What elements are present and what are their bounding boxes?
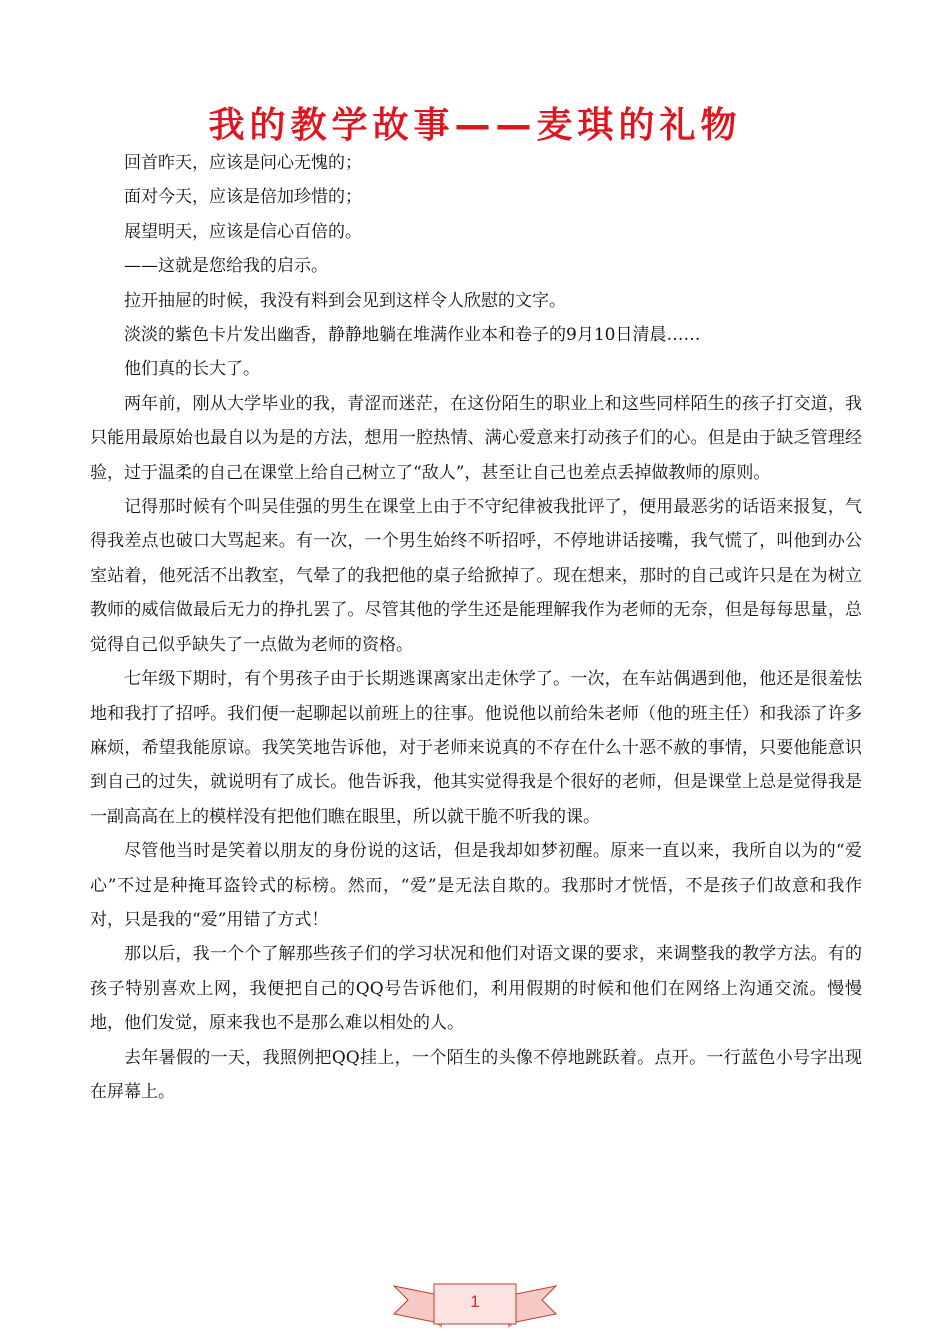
paragraph: 两年前，刚从大学毕业的我，青涩而迷茫，在这份陌生的职业上和这些同样陌生的孩子打交道，我只能用最原始也最自以为是的方法，想用一腔热情、满心爱意来打动孩子们的心。但是由于缺乏管理经验，过于温柔的自己在课堂上给自己树立了“敌人”，甚至让自己也差点丢掉做教师的原则。: [90, 393, 862, 483]
page-number: 1: [470, 1292, 480, 1311]
paragraph: 那以后，我一个个了解那些孩子们的学习状况和他们对语文课的要求，来调整我的教学方法。有的孩子特别喜欢上网，我便把自己的QQ号告诉他们，利用假期的时候和他们在网络上沟通交流。慢慢地，他们发觉，原来我也不是那么难以相处的人。: [90, 944, 862, 1034]
paragraph: 去年暑假的一天，我照例把QQ挂上，一个陌生的头像不停地跳跃着。点开。一行蓝色小号字出现在屏幕上。: [90, 1047, 862, 1102]
paragraph: 他们真的长大了。: [124, 359, 260, 380]
paragraph: ——这就是您给我的启示。: [124, 256, 328, 277]
paragraph: 回首昨天，应该是问心无愧的；: [124, 153, 362, 173]
paragraph: 展望明天，应该是信心百倍的。: [124, 221, 362, 242]
document-title: 我的教学故事——麦琪的礼物: [208, 105, 742, 146]
paragraph: 七年级下期时，有个男孩子由于长期逃课离家出走休学了。一次，在车站偶遇到他，他还是很羞怯地和我打了招呼。我们便一起聊起以前班上的往事。他说他以前给朱老师（他的班主任）和我添了许多麻烦，希望我能原谅。我笑笑地告诉他，对于老师来说真的不存在什么十恶不赦的事情，只要他能意识到自己的过失，就说明有了成长。他告诉我，他其实觉得我是个很好的老师，但是课堂上总是觉得我是一副高高在上的模样没有把他们瞧在眼里，所以就干脆不听我的课。: [90, 669, 862, 827]
paragraph: 淡淡的紫色卡片发出幽香，静静地躺在堆满作业本和卷子的9月10日清晨……: [124, 325, 701, 346]
document-body: [90, 146, 862, 1109]
paragraph: 尽管他当时是笑着以朋友的身份说的这话，但是我却如梦初醒。原来一直以来，我所自以为的“爱心”不过是种掩耳盗铃式的标榜。然而，“爱”是无法自欺的。我那时才恍悟，不是孩子们故意和我作对，只是我的“爱”用错了方式！: [90, 841, 862, 930]
paragraph: 记得那时候有个叫吴佳强的男生在课堂上由于不守纪律被我批评了，便用最恶劣的话语来报复，气得我差点也破口大骂起来。有一次，一个男生始终不听招呼，不停地讲话接嘴，我气慌了，叫他到办公室站着，他死活不出教室，气晕了的我把他的桌子给掀掉了。现在想来，那时的自己或许只是在为树立教师的威信做最后无力的挣扎罢了。尽管其他的学生还是能理解我作为老师的无奈，但是每每思量，总觉得自己似乎缺失了一点做为老师的资格。: [90, 497, 862, 655]
paragraph: 面对今天，应该是倍加珍惜的；: [124, 187, 362, 208]
paragraph: 拉开抽屉的时候，我没有料到会见到这样令人欣慰的文字。: [124, 290, 566, 311]
page-number-ribbon: [390, 1272, 560, 1332]
